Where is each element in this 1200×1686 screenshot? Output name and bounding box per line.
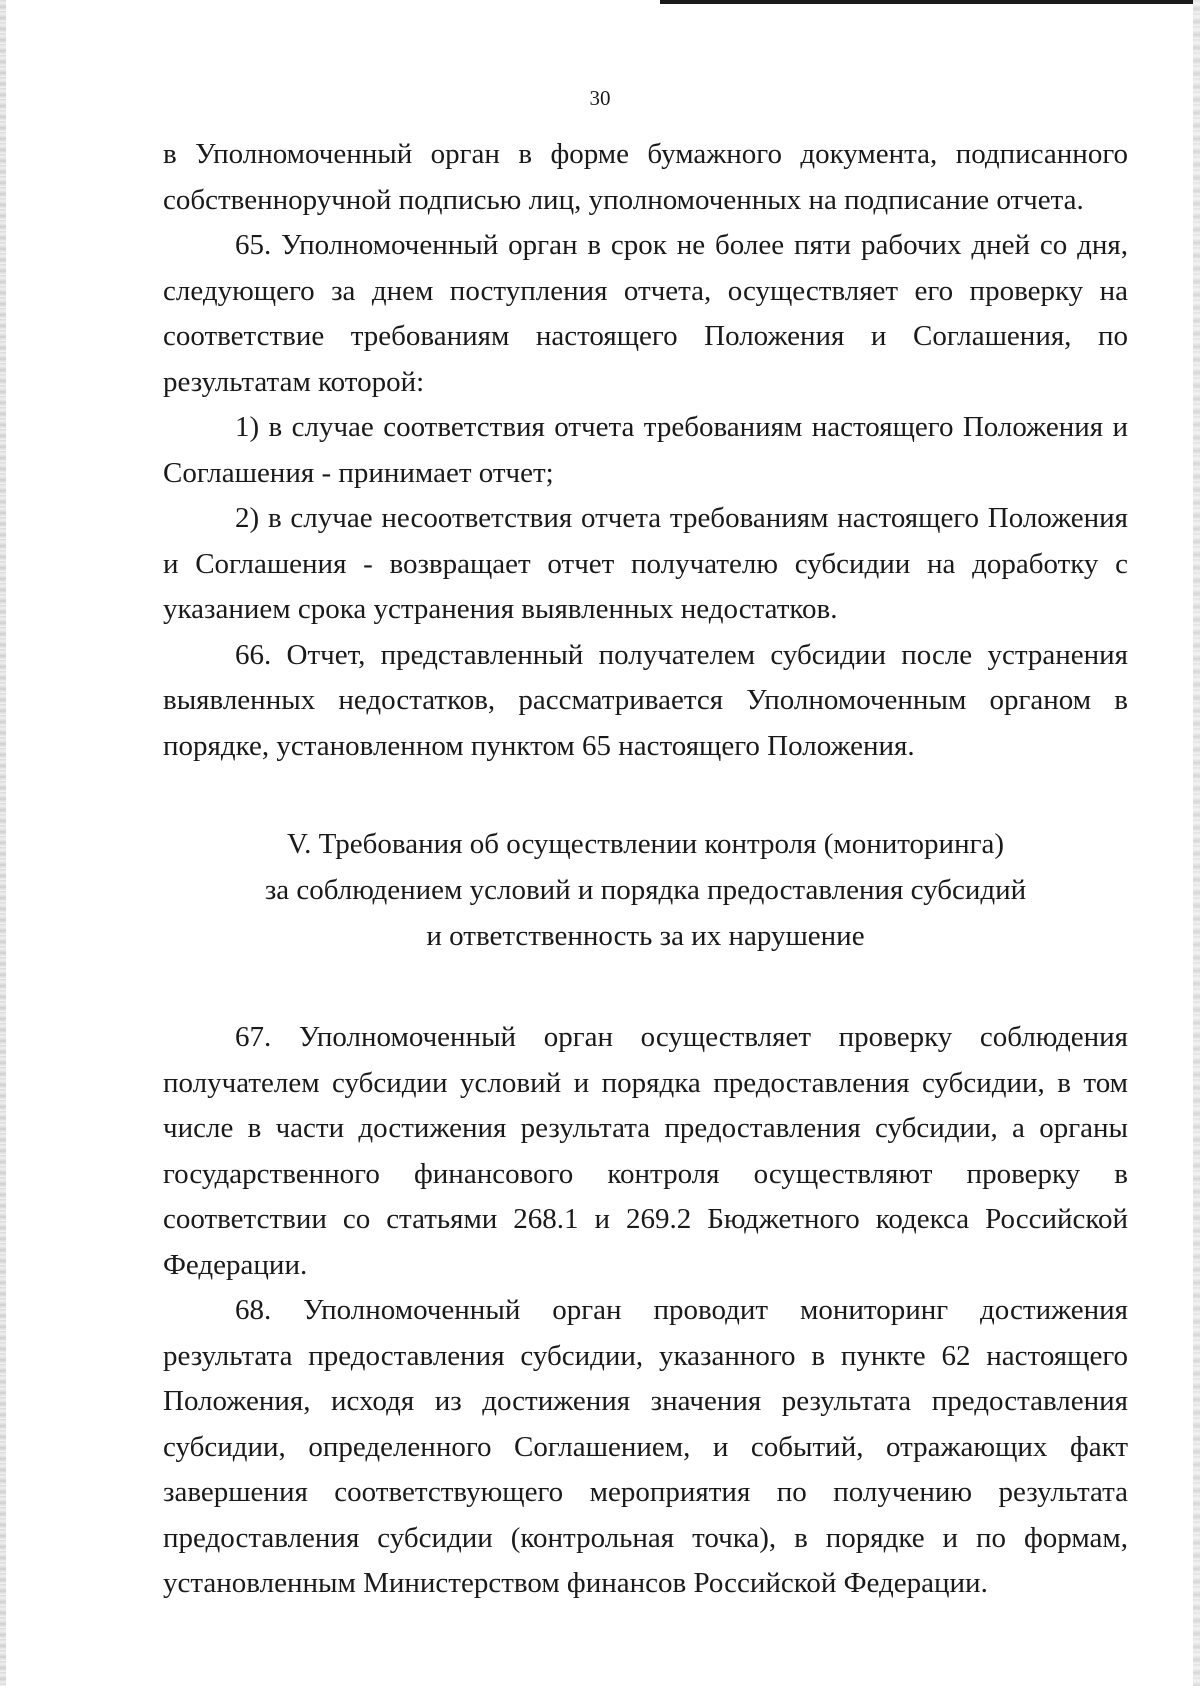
paragraph-65-item-2: 2) в случае несоответствия отчета требованиям настоящего Положения и Соглашения - возвращает отчет получателю субсидии на доработку с указанием срока устранения выявленных недостатков. xyxy=(163,502,1128,625)
paragraph-continuation: в Уполномоченный орган в форме бумажного документа, подписанного собственноручной подписью лиц, уполномоченных на подписание отчета. xyxy=(163,138,1128,216)
top-border-line xyxy=(660,0,1200,4)
section-heading-line-1: V. Требования об осуществлении контроля (мониторинга) xyxy=(286,828,1005,860)
paragraph-65-item-1: 1) в случае соответствия отчета требованиям настоящего Положения и Соглашения - принимает отчет; xyxy=(163,411,1128,489)
section-heading-line-2: за соблюдением условий и порядка предоставления субсидий xyxy=(264,874,1027,906)
paragraph-66: 66. Отчет, представленный получателем субсидии после устранения выявленных недостатков, рассматривается Уполномоченным органом в порядке, установленном пунктом 65 настоящего Положения. xyxy=(163,638,1128,762)
section-heading xyxy=(163,821,1128,959)
page-number: 30 xyxy=(589,86,611,110)
section-heading-line-3: и ответственность за их нарушение xyxy=(426,920,865,952)
document-body xyxy=(163,132,1128,1607)
paragraph-68: 68. Уполномоченный орган проводит мониторинг достижения результата предоставления субсидии, указанного в пункте 62 настоящего Положения, исходя из достижения значения результата предоставления субсидии, определенного Соглашением, и событий, отражающих факт завершения соответствующего мероприятия по получению результата предоставления субсидии (контрольная точка), в порядке и по формам, установленным Министерством финансов Российской Федерации. xyxy=(163,1294,1128,1599)
paragraph-65: 65. Уполномоченный орган в срок не более пяти рабочих дней со дня, следующего за днем поступления отчета, осуществляет его проверку на соответствие требованиям настоящего Положения и Соглашения, по результатам которой: xyxy=(163,229,1128,398)
paragraph-67: 67. Уполномоченный орган осуществляет проверку соблюдения получателем субсидии условий и порядка предоставления субсидии, в том числе в части достижения результата предоставления субсидии, а органы государственного финансового контроля осуществляют проверку в соответствии со статьями 268.1 и 269.2 Бюджетного кодекса Российской Федерации. xyxy=(163,1021,1128,1281)
scan-edge-left xyxy=(0,0,6,1686)
scan-edge-right xyxy=(1193,0,1200,1686)
